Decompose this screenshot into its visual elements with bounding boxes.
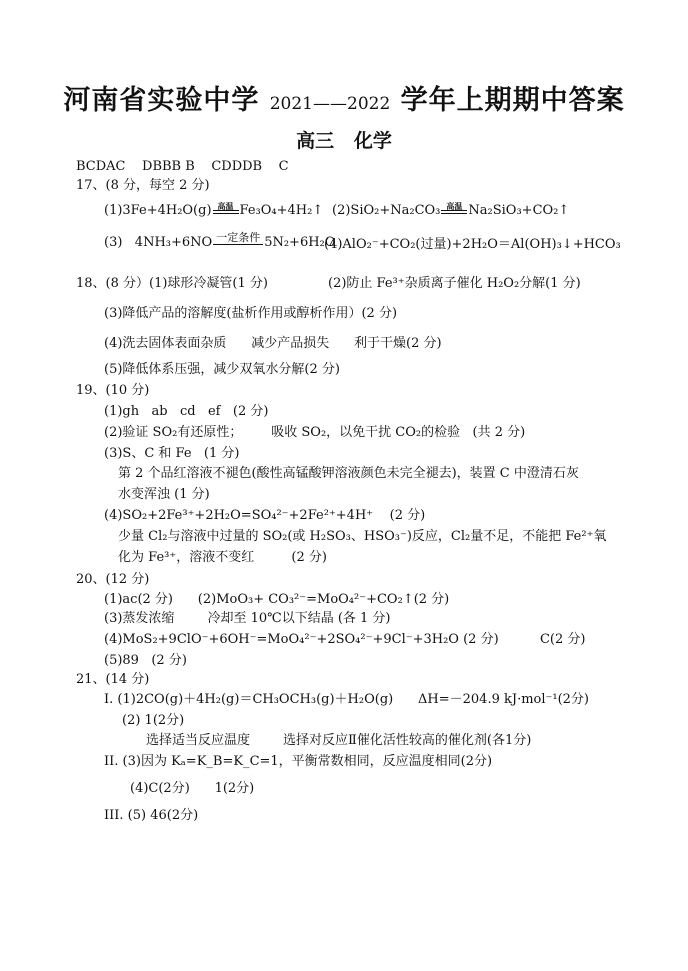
q20-line-2: (3)蒸发浓缩 冷却至 10℃以下结晶 (各 1 分) — [104, 611, 391, 626]
q19-line-7: 少量 Cl₂与溶液中过量的 SO₂(或 H₂SO₃、HSO₃⁻)反应，Cl₂量不足，不能把 Fe²⁺氧 — [118, 529, 607, 544]
page-subtitle: 高三 化学 — [296, 130, 392, 152]
q17-equation-1 — [104, 202, 323, 219]
q18-line-3: (4)洗去固体表面杂质 减少产品损失 利于干燥(2 分) — [104, 336, 442, 351]
q20-line-1: (1)ac(2 分) (2)MoO₃+ CO₃²⁻=MoO₄²⁻+CO₂↑(2 分) — [104, 592, 450, 607]
q18-line-1b: (2)防止 Fe³⁺杂质离子催化 H₂O₂分解(1 分) — [328, 276, 581, 291]
q19-heading: 19、(10 分) — [76, 383, 150, 398]
q19-line-5: 水变浑浊 (1 分) — [118, 487, 210, 502]
q21-line-1: I. (1)2CO(g)＋4H₂(g)＝CH₃OCH₃(g)＋H₂O(g) ΔH=－204.9 kJ·mol⁻¹(2分) — [104, 692, 590, 707]
q17-equation-2 — [332, 202, 569, 219]
q21-line-3: 选择适当反应温度 选择对反应Ⅱ催化活性较高的催化剂(各1分) — [146, 733, 532, 748]
q20-line-4: (5)89 (2 分) — [104, 653, 187, 668]
q17-equation-4: (4)AlO₂⁻+CO₂(过量)+2H₂O＝Al(OH)₃↓+HCO₃ — [324, 237, 621, 252]
eq1-products: Fe₃O₄+4H₂↑ — [239, 203, 324, 218]
title-part-a: 河南省实验中学 — [63, 85, 270, 116]
q17-equation-3 — [104, 232, 335, 251]
q18-line-1a: 18、(8 分）(1)球形冷凝管(1 分) — [76, 276, 268, 291]
q20-heading: 20、(12 分) — [76, 572, 150, 587]
eq2-condition: 高温 — [441, 202, 467, 219]
q19-line-1: (1)gh ab cd ef (2 分) — [104, 404, 269, 419]
q18-line-4: (5)降低体系压强，减少双氧水分解(2 分) — [104, 362, 340, 377]
q20-line-3: (4)MoS₂+9ClO⁻+6OH⁻=MoO₄²⁻+2SO₄²⁻+9Cl⁻+3H₂O (2 分) C(2 分) — [104, 632, 586, 647]
eq1-condition: 高温 — [213, 202, 239, 219]
choice-answers: BCDAC DBBB B CDDDB C — [76, 159, 289, 174]
q19-line-2: (2)验证 SO₂有还原性； 吸收 SO₂，以免干扰 CO₂的检验 (共 2 分) — [104, 425, 526, 440]
page-title — [0, 78, 688, 117]
eq3-reactants: (3) 4NH₃+6NO — [104, 235, 213, 250]
q21-line-2: (2) 1(2分) — [122, 713, 185, 728]
eq3-condition: 一定条件 — [213, 232, 263, 251]
title-part-b: 学年上期期中答案 — [390, 85, 625, 116]
q19-line-6: (4)SO₂+2Fe³⁺+2H₂O=SO₄²⁻+2Fe²⁺+4H⁺ (2 分) — [104, 508, 426, 523]
eq1-reactants: (1)3Fe+4H₂O(g) — [104, 203, 212, 218]
eq3-products: 5N₂+6H₂O — [264, 235, 336, 250]
q19-line-8: 化为 Fe³⁺，溶液不变红 (2 分) — [118, 550, 327, 565]
q18-line-2: (3)降低产品的溶解度(盐析作用或醇析作用）(2 分) — [104, 306, 398, 321]
eq2-reactants: (2)SiO₂+Na₂CO₃ — [332, 203, 441, 218]
q19-line-3: (3)S、C 和 Fe (1 分) — [104, 446, 240, 461]
q17-heading: 17、(8 分，每空 2 分) — [76, 178, 210, 193]
q21-line-5: (4)C(2分) 1(2分) — [130, 781, 255, 796]
eq2-products: Na₂SiO₃+CO₂↑ — [468, 203, 570, 218]
q21-heading: 21、(14 分) — [76, 672, 150, 687]
q21-line-6: III. (5) 46(2分) — [104, 808, 199, 823]
q21-line-4: II. (3)因为 Kₐ=K_B=K_C=1，平衡常数相同，反应温度相同(2分) — [104, 754, 493, 769]
title-year: 2021——2022 — [269, 94, 391, 114]
q19-line-4: 第 2 个品红溶液不褪色(酸性高锰酸钾溶液颜色未完全褪去)，装置 C 中澄清石灰 — [118, 466, 579, 481]
